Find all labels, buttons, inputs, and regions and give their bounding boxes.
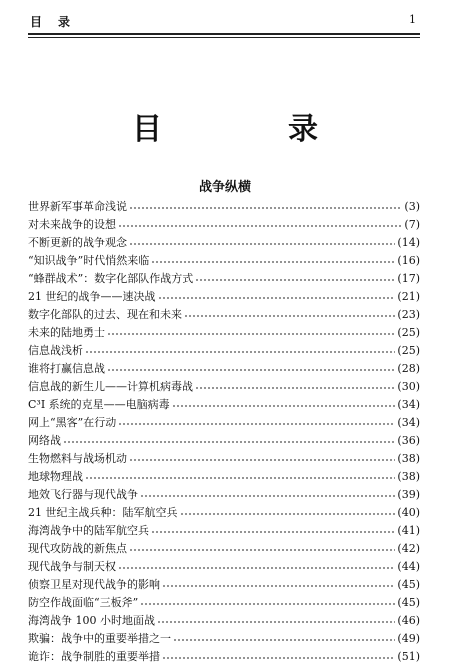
toc-entry-title: 网络战: [28, 434, 61, 447]
running-header-title: 目 录: [30, 15, 73, 29]
toc-entry-page: (25): [397, 344, 420, 357]
toc-entry-title: 地效飞行器与现代战争: [28, 488, 138, 501]
toc-entry[interactable]: [28, 288, 420, 306]
toc-entry-page: (16): [397, 254, 420, 267]
toc-entry[interactable]: [28, 648, 420, 666]
header-rule-thin: [28, 37, 420, 38]
toc-entry[interactable]: [28, 432, 420, 450]
toc-entry-page: (25): [397, 326, 420, 339]
toc-entry-title: 世界新军事革命浅说: [28, 200, 127, 213]
toc-entry-title: 21 世纪的战争——速决战: [28, 290, 156, 303]
toc-entry-title: 网上“黑客”在行动: [28, 416, 117, 429]
dot-leader: [151, 522, 395, 534]
toc-entry-page: (49): [397, 632, 420, 645]
dot-leader: [129, 198, 402, 210]
toc-entry[interactable]: [28, 324, 420, 342]
dot-leader: [118, 414, 395, 426]
toc-entry[interactable]: [28, 594, 420, 612]
header-rule-thick: [28, 33, 420, 35]
toc-entry-page: (44): [397, 560, 420, 573]
toc-entry[interactable]: [28, 486, 420, 504]
dot-leader: [107, 324, 395, 336]
toc-entry-page: (36): [397, 434, 420, 447]
toc-entry-page: (46): [397, 614, 420, 627]
toc-list: [28, 198, 420, 666]
toc-entry[interactable]: [28, 234, 420, 252]
toc-entry-title: 海湾战争中的陆军航空兵: [28, 524, 149, 537]
dot-leader: [140, 594, 395, 606]
dot-leader: [140, 486, 395, 498]
dot-leader: [195, 378, 395, 390]
dot-leader: [195, 270, 395, 282]
toc-entry-page: (40): [397, 506, 420, 519]
toc-entry-page: (38): [397, 470, 420, 483]
toc-entry-title: “知识战争”时代悄然来临: [28, 254, 150, 267]
dot-leader: [184, 306, 395, 318]
toc-entry-page: (39): [397, 488, 420, 501]
toc-entry-title: 数字化部队的过去、现在和未来: [28, 308, 182, 321]
toc-entry-title: 侦察卫星对现代战争的影响: [28, 578, 160, 591]
toc-entry-title: 生物燃料与战场机动: [28, 452, 127, 465]
toc-entry[interactable]: [28, 342, 420, 360]
dot-leader: [85, 468, 395, 480]
toc-entry-page: (38): [397, 452, 420, 465]
dot-leader: [118, 558, 395, 570]
toc-entry[interactable]: [28, 468, 420, 486]
dot-leader: [107, 360, 395, 372]
toc-entry-page: (3): [404, 200, 420, 213]
dot-leader: [173, 630, 395, 642]
toc-entry-title: 现代战争与制天权: [28, 560, 116, 573]
dot-leader: [129, 450, 395, 462]
toc-entry-title: 信息战浅析: [28, 344, 83, 357]
toc-entry[interactable]: [28, 216, 420, 234]
toc-entry[interactable]: [28, 540, 420, 558]
toc-entry[interactable]: [28, 378, 420, 396]
toc-entry[interactable]: [28, 396, 420, 414]
toc-entry-title: 21 世纪主战兵种：陆军航空兵: [28, 506, 178, 519]
running-header: [28, 10, 420, 32]
toc-entry-page: (45): [397, 596, 420, 609]
dot-leader: [180, 504, 396, 516]
toc-entry-page: (14): [397, 236, 420, 249]
toc-entry[interactable]: [28, 414, 420, 432]
toc-entry[interactable]: [28, 558, 420, 576]
toc-entry-title: 地球物理战: [28, 470, 83, 483]
toc-entry-title: 对未来战争的设想: [28, 218, 116, 231]
toc-entry-page: (51): [397, 650, 420, 663]
toc-entry-page: (28): [397, 362, 420, 375]
dot-leader: [158, 288, 396, 300]
toc-entry[interactable]: [28, 252, 420, 270]
toc-entry-page: (34): [397, 416, 420, 429]
dot-leader: [157, 612, 395, 624]
toc-entry[interactable]: [28, 504, 420, 522]
dot-leader: [85, 342, 395, 354]
toc-entry[interactable]: [28, 576, 420, 594]
page-number: 1: [409, 13, 416, 26]
toc-entry-page: (41): [397, 524, 420, 537]
toc-entry-title: “蜂群战术”：数字化部队作战方式: [28, 272, 194, 285]
toc-entry[interactable]: [28, 198, 420, 216]
toc-entry[interactable]: [28, 630, 420, 648]
dot-leader: [118, 216, 402, 228]
toc-entry-title: C³I 系统的克星——电脑病毒: [28, 398, 170, 411]
toc-entry-page: (30): [397, 380, 420, 393]
toc-entry-page: (34): [397, 398, 420, 411]
toc-entry[interactable]: [28, 522, 420, 540]
toc-entry-page: (45): [397, 578, 420, 591]
toc-entry-title: 诡诈：战争制胜的重要举措: [28, 650, 160, 663]
dot-leader: [162, 576, 395, 588]
toc-entry-title: 不断更新的战争观念: [28, 236, 127, 249]
toc-entry-page: (23): [397, 308, 420, 321]
dot-leader: [63, 432, 395, 444]
toc-entry-title: 未来的陆地勇士: [28, 326, 105, 339]
dot-leader: [151, 252, 395, 264]
toc-entry-page: (7): [404, 218, 420, 231]
toc-entry-title: 信息战的新生儿——计算机病毒战: [28, 380, 193, 393]
toc-entry-page: (42): [397, 542, 420, 555]
toc-entry-title: 海湾战争 100 小时地面战: [28, 614, 155, 627]
toc-entry-title: 谁将打赢信息战: [28, 362, 105, 375]
dot-leader: [172, 396, 396, 408]
toc-entry[interactable]: [28, 306, 420, 324]
toc-entry-title: 防空作战面临“三板斧”: [28, 596, 139, 609]
toc-entry[interactable]: [28, 360, 420, 378]
toc-entry-title: 欺骗：战争中的重要举措之一: [28, 632, 171, 645]
toc-entry[interactable]: [28, 270, 420, 288]
toc-entry-page: (17): [397, 272, 420, 285]
section-title: 战争纵横: [198, 180, 251, 195]
dot-leader: [129, 540, 395, 552]
dot-leader: [129, 234, 395, 246]
toc-title: 目 录: [132, 112, 366, 147]
toc-entry-title: 现代攻防战的新焦点: [28, 542, 127, 555]
toc-entry[interactable]: [28, 612, 420, 630]
toc-entry[interactable]: [28, 450, 420, 468]
dot-leader: [162, 648, 395, 660]
toc-entry-page: (21): [397, 290, 420, 303]
